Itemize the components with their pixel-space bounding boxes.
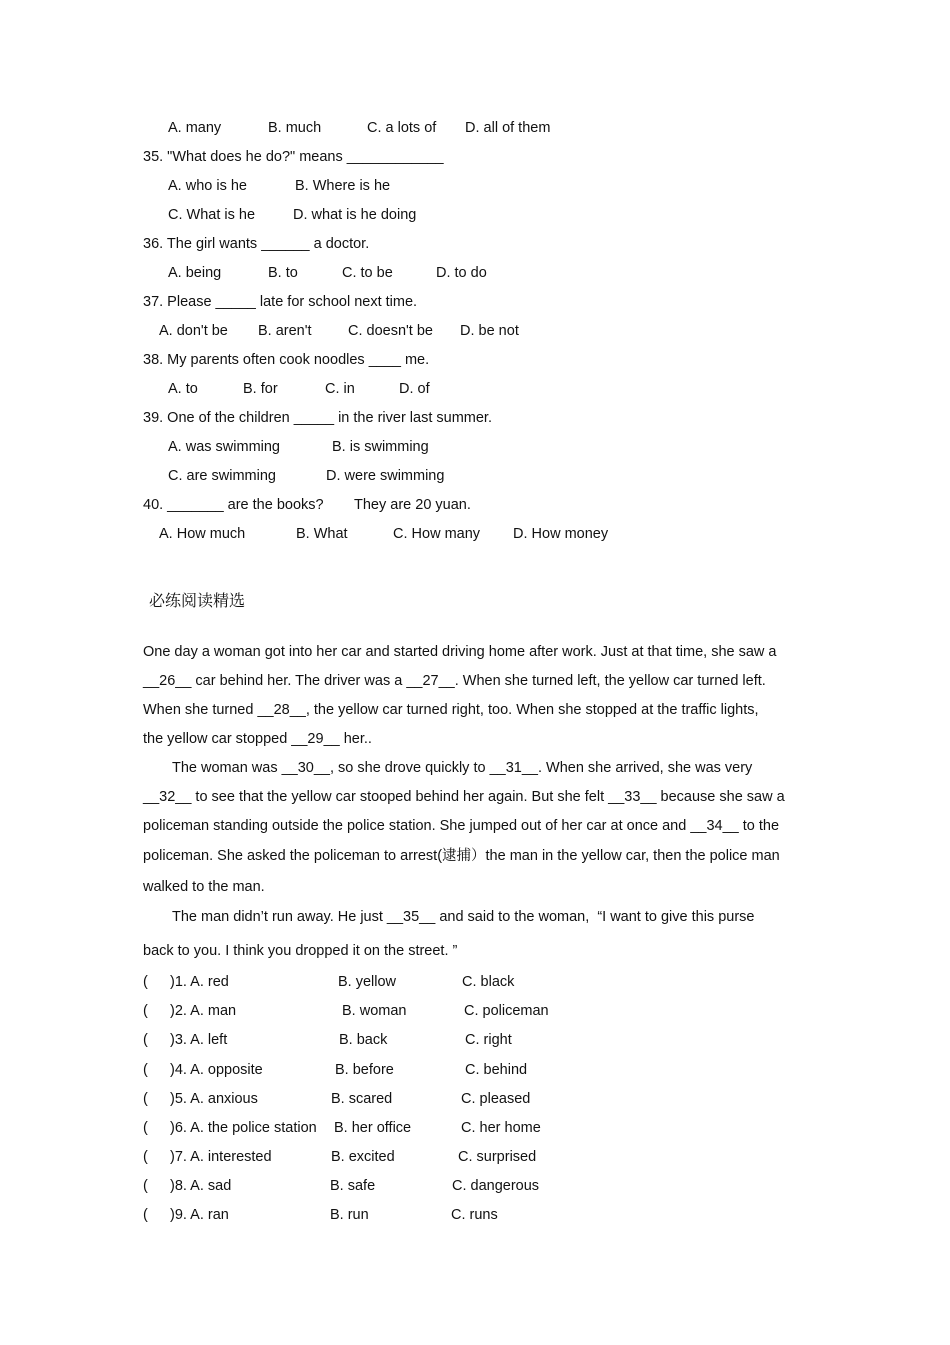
answer-option-b: B. her office <box>334 1120 412 1136</box>
passage-line: The man didn’t run away. He just __35__ and said to the woman, “I want to give this purse <box>172 909 755 925</box>
answer-option-a: )8. A. sad <box>170 1178 232 1194</box>
answer-option-c: C. her home <box>461 1120 541 1136</box>
q34-option-d: D. all of them <box>465 120 551 136</box>
answer-paren: ( <box>143 1003 148 1019</box>
answer-option-a: )7. A. interested <box>170 1149 272 1165</box>
q37-option-d: D. be not <box>460 323 519 339</box>
answer-option-b: B. safe <box>330 1178 376 1194</box>
answer-option-a: )6. A. the police station <box>170 1120 317 1136</box>
q40-option-d: D. How money <box>513 526 609 542</box>
answer-paren: ( <box>143 974 148 990</box>
answer-option-c: C. runs <box>451 1207 498 1223</box>
q36-option-c: C. to be <box>342 265 393 281</box>
q38-option-b: B. for <box>243 381 278 397</box>
q34-option-b: B. much <box>268 120 322 136</box>
q37-stem: 37. Please _____ late for school next time. <box>143 294 418 310</box>
q35-option-a: A. who is he <box>168 178 247 194</box>
answer-option-b: B. back <box>339 1032 388 1048</box>
answer-option-a: )4. A. opposite <box>170 1062 263 1078</box>
q37-option-b: B. aren't <box>258 323 312 339</box>
q36-stem: 36. The girl wants ______ a doctor. <box>143 236 370 252</box>
answer-option-b: B. excited <box>331 1149 395 1165</box>
q40-option-b: B. What <box>296 526 348 542</box>
passage-line: When she turned __28__, the yellow car turned right, too. When she stopped at the traffic lights, <box>143 702 759 718</box>
passage-line: policeman. She asked the policeman to arrest(逮捕）the man in the yellow car, then the police man <box>143 848 780 864</box>
answer-option-c: C. policeman <box>464 1003 549 1019</box>
answer-option-a: )2. A. man <box>170 1003 237 1019</box>
q40-stem: 40. _______ are the books? <box>143 497 324 513</box>
q39-option-c: C. are swimming <box>168 468 276 484</box>
q40-stem-answer: They are 20 yuan. <box>354 497 471 513</box>
answer-paren: ( <box>143 1207 148 1223</box>
answer-option-c: C. surprised <box>458 1149 537 1165</box>
answer-option-b: B. yellow <box>338 974 397 990</box>
passage-line: __32__ to see that the yellow car stooped behind her again. But she felt __33__ because she saw a <box>143 789 785 805</box>
q39-option-d: D. were swimming <box>326 468 445 484</box>
passage-line: __26__ car behind her. The driver was a __27__. When she turned left, the yellow car turned left. <box>143 673 766 689</box>
answer-option-c: C. dangerous <box>452 1178 540 1194</box>
passage-line: The woman was __30__, so she drove quickly to __31__. When she arrived, she was very <box>172 760 753 776</box>
passage-line: One day a woman got into her car and started driving home after work. Just at that time, she saw a <box>143 644 777 660</box>
q34-option-a: A. many <box>168 120 222 136</box>
answer-option-b: B. woman <box>342 1003 407 1019</box>
answer-option-a: )9. A. ran <box>170 1207 229 1223</box>
passage-line: back to you. I think you dropped it on the street. ” <box>143 943 458 959</box>
q38-option-d: D. of <box>399 381 430 397</box>
q38-option-a: A. to <box>168 381 198 397</box>
answer-paren: ( <box>143 1149 148 1165</box>
answer-option-a: )1. A. red <box>170 974 229 990</box>
q35-stem: 35. "What does he do?" means ____________ <box>143 149 444 165</box>
q34-option-c: C. a lots of <box>367 120 437 136</box>
q36-option-b: B. to <box>268 265 298 281</box>
q37-option-a: A. don't be <box>159 323 228 339</box>
answer-paren: ( <box>143 1032 148 1048</box>
reading-heading: 必练阅读精选 <box>149 591 246 610</box>
q36-option-a: A. being <box>168 265 222 281</box>
q35-option-d: D. what is he doing <box>293 207 417 223</box>
answer-option-c: C. black <box>462 974 515 990</box>
q39-option-a: A. was swimming <box>168 439 280 455</box>
q36-option-d: D. to do <box>436 265 487 281</box>
answer-option-b: B. before <box>335 1062 394 1078</box>
passage-line: policeman standing outside the police station. She jumped out of her car at once and __34__ to the <box>143 818 780 834</box>
answer-paren: ( <box>143 1178 148 1194</box>
q35-option-b: B. Where is he <box>295 178 391 194</box>
q39-stem: 39. One of the children _____ in the river last summer. <box>143 410 492 426</box>
answer-paren: ( <box>143 1091 148 1107</box>
answer-option-c: C. right <box>465 1032 512 1048</box>
answer-option-c: C. pleased <box>461 1091 531 1107</box>
answer-option-b: B. run <box>330 1207 369 1223</box>
q38-stem: 38. My parents often cook noodles ____ me. <box>143 352 430 368</box>
q40-option-c: C. How many <box>393 526 481 542</box>
answer-paren: ( <box>143 1120 148 1136</box>
passage-line: the yellow car stopped __29__ her.. <box>143 731 372 747</box>
q40-option-a: A. How much <box>159 526 246 542</box>
q35-option-c: C. What is he <box>168 207 256 223</box>
answer-paren: ( <box>143 1062 148 1078</box>
answer-option-c: C. behind <box>465 1062 528 1078</box>
q37-option-c: C. doesn't be <box>348 323 433 339</box>
q38-option-c: C. in <box>325 381 355 397</box>
passage-line: walked to the man. <box>143 879 265 895</box>
answer-option-a: )5. A. anxious <box>170 1091 258 1107</box>
q39-option-b: B. is swimming <box>332 439 429 455</box>
answer-option-b: B. scared <box>331 1091 393 1107</box>
answer-option-a: )3. A. left <box>170 1032 228 1048</box>
